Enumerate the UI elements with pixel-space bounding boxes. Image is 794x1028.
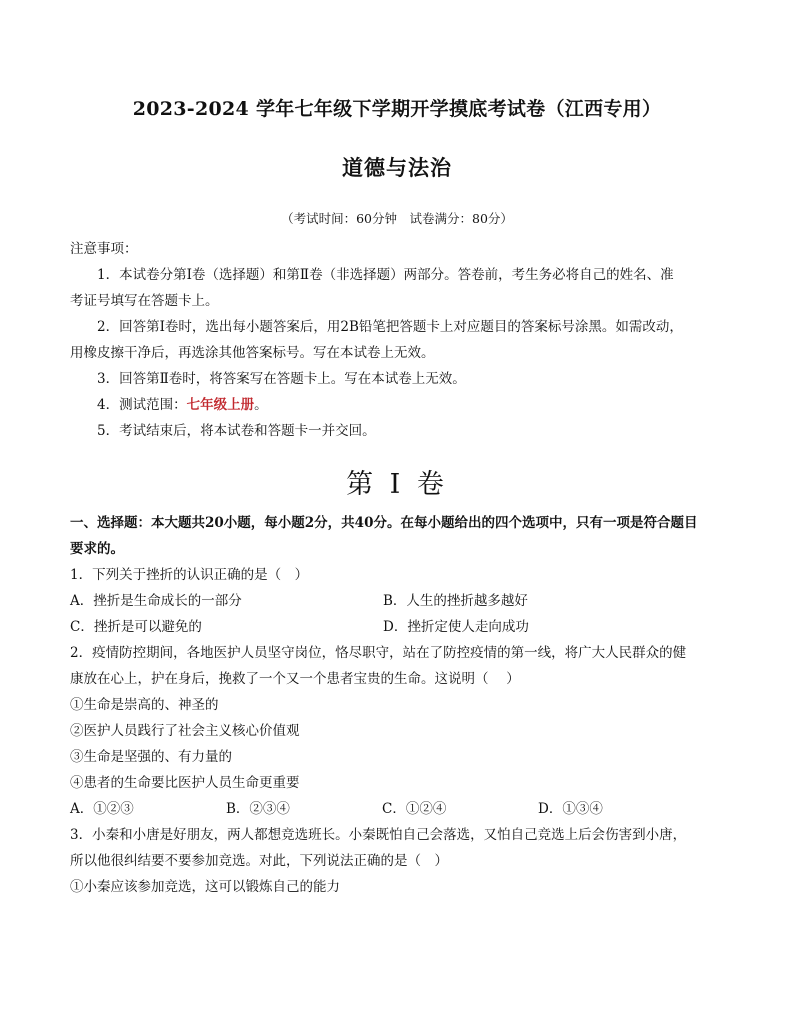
question-2-statement-4: ④患者的生命要比医护人员生命更重要 [70,775,300,791]
question-2-option-d: D．①③④ [538,801,603,817]
question-1-options-row-2 [70,614,725,640]
note-4 [70,392,725,418]
notes-section [70,236,725,444]
exam-title: 2023-2024 学年七年级下学期开学摸底考试卷（江西专用） [132,98,662,120]
note-5: 5．考试结束后，将本试卷和答题卡一并交回。 [97,423,376,439]
note-4-suffix: 。 [254,397,268,413]
question-1-option-c: C．挫折是可以避免的 [70,619,202,635]
question-1-option-d: D．挫折定使人走向成功 [383,619,529,635]
note-1-line-2: 考证号填写在答题卡上。 [70,293,219,309]
volume-title: 第 I 卷 [346,469,448,500]
question-2-option-b: B．②③④ [226,801,290,817]
note-2-line-1: 2．回答第Ⅰ卷时，选出每小题答案后，用2B铅笔把答题卡上对应题目的答案标号涂黑。如需改动， [97,319,683,335]
note-3: 3．回答第Ⅱ卷时，将答案写在答题卡上。写在本试卷上无效。 [97,371,466,387]
question-3-stem-line-2: 所以他很纠结要不要参加竞选。对此，下列说法正确的是（ ） [70,853,448,869]
note-4-prefix: 4．测试范围： [97,397,187,413]
note-1-line-1: 1．本试卷分第Ⅰ卷（选择题）和第Ⅱ卷（非选择题）两部分。答卷前，考生务必将自己的姓名、准 [97,267,674,283]
question-2-statement-3: ③生命是坚强的、有力量的 [70,749,232,765]
question-2-option-c: C．①②④ [382,801,447,817]
question-2-options-row [70,796,725,822]
question-1-option-b: B．人生的挫折越多越好 [383,593,528,609]
question-1-stem: 1．下列关于挫折的认识正确的是（ ） [70,567,309,583]
section-1-heading-line-2: 要求的。 [70,541,124,557]
exam-info: （考试时间：60分钟 试卷满分：80分） [281,211,513,226]
section-1-heading-line-1: 一、选择题：本大题共20小题，每小题2分，共40分。在每小题给出的四个选项中，只有一项是符合题目 [70,515,698,531]
note-4-range: 七年级上册 [186,397,255,413]
questions-section [70,510,725,900]
note-2-line-2: 用橡皮擦干净后，再选涂其他答案标号。写在本试卷上无效。 [70,345,435,361]
question-2-statement-2: ②医护人员践行了社会主义核心价值观 [70,723,300,739]
question-2-stem-line-1: 2．疫情防控期间，各地医护人员坚守岗位，恪尽职守，站在了防控疫情的第一线，将广大人民群众的健 [70,645,687,661]
question-2-stem-line-2: 康放在心上，护在身后，挽救了一个又一个患者宝贵的生命。这说明（ ） [70,671,520,687]
question-3-stem-line-1: 3．小秦和小唐是好朋友，两人都想竞选班长。小秦既怕自己会落选，又怕自己竞选上后会伤害到小唐， [70,827,687,843]
notes-heading: 注意事项： [70,241,138,257]
question-1-option-a: A．挫折是生命成长的一部分 [70,593,242,609]
subject-title: 道德与法治 [342,155,452,180]
question-3-statement-1: ①小秦应该参加竞选，这可以锻炼自己的能力 [70,879,340,895]
question-2-option-a: A．①②③ [70,801,134,817]
question-2-statement-1: ①生命是崇高的、神圣的 [70,697,219,713]
question-1-options-row-1 [70,588,725,614]
